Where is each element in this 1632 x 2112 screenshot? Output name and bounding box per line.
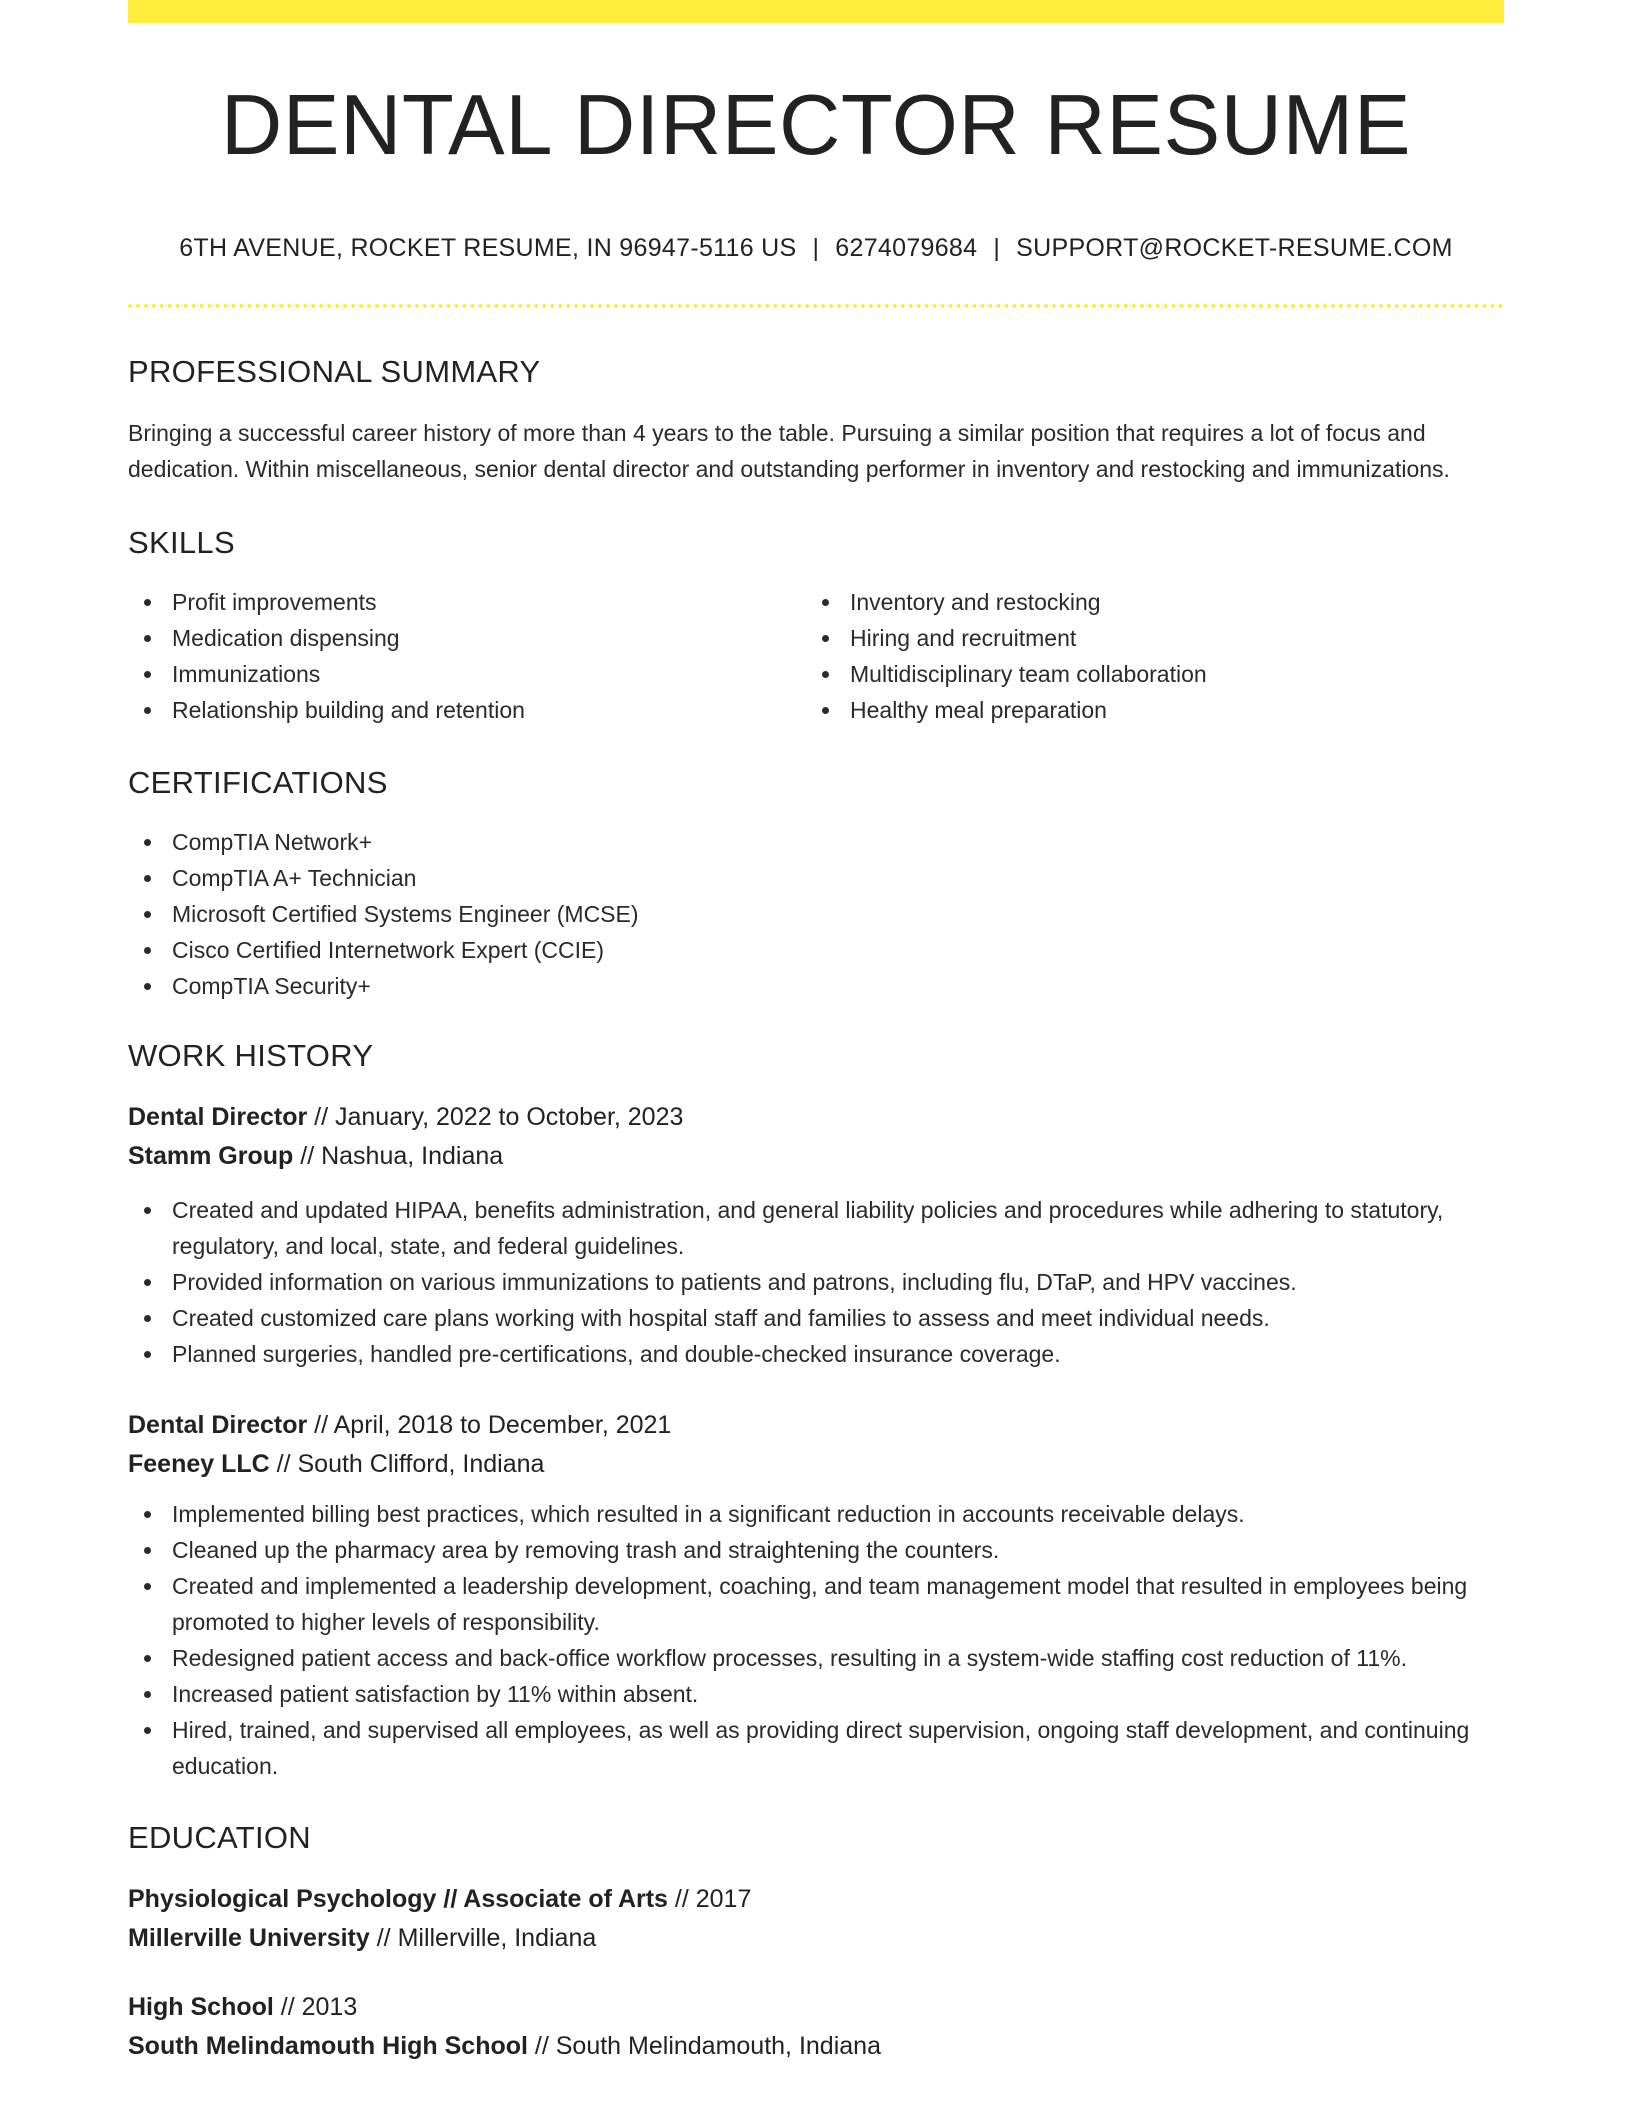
resume-page [128,0,1504,2066]
skill-item: Inventory and restocking [806,584,1484,620]
job-company: Feeney LLC [128,1450,270,1478]
education-school-line [128,2027,1504,2066]
education-entry [128,1988,1504,2066]
skills-left-list [128,584,806,728]
education-degree-line [128,1988,1504,2027]
contact-address: 6TH AVENUE, ROCKET RESUME, IN 96947-5116 US [179,234,797,262]
job-duty-item: Created customized care plans working with hospital staff and families to assess and meet individual needs. [128,1300,1504,1336]
skills-section [128,527,1504,728]
skills-right-list [806,584,1484,728]
work-history-section [128,1040,1504,1784]
job-location: // South Clifford, Indiana [269,1450,545,1478]
certification-item: CompTIA Security+ [128,968,1504,1004]
job-company: Stamm Group [128,1142,294,1170]
summary-heading: PROFESSIONAL SUMMARY [128,354,541,389]
work-history-heading: WORK HISTORY [128,1038,374,1073]
education-year: // 2013 [273,1993,358,2021]
education-school: South Melindamouth High School [128,2032,528,2060]
education-location: // South Melindamouth, Indiana [527,2032,881,2060]
summary-section [128,356,1504,487]
certification-item: Microsoft Certified Systems Engineer (MCSE) [128,896,1504,932]
job-location: // Nashua, Indiana [293,1142,504,1170]
contact-phone: 6274079684 [835,234,978,262]
education-section [128,1822,1504,2066]
skills-grid [128,584,1504,728]
summary-text: Bringing a successful career history of more than 4 years to the table. Pursuing a similar position that requires a lot of focus and dedication. Within miscellaneous, senior dental director and outstanding performer in inventory and restocking and immunizations. [128,420,1450,482]
certification-item: CompTIA A+ Technician [128,860,1504,896]
skill-item: Medication dispensing [128,620,806,656]
job-title-line [128,1098,1504,1137]
job-company-line [128,1137,1504,1176]
certification-item: Cisco Certified Internetwork Expert (CCIE) [128,932,1504,968]
job-duties-list [128,1192,1504,1372]
education-degree: High School [128,1993,274,2021]
job-dates: // January, 2022 to October, 2023 [307,1103,684,1131]
certification-item: CompTIA Network+ [128,824,1504,860]
job-role: Dental Director [128,1103,308,1131]
job-entry [128,1406,1504,1784]
skill-item: Profit improvements [128,584,806,620]
skill-item: Multidisciplinary team collaboration [806,656,1484,692]
education-school-line [128,1919,1504,1958]
job-duty-item: Created and implemented a leadership development, coaching, and team management model that resulted in employees being promoted to higher levels of responsibility. [128,1568,1504,1640]
job-duty-item: Implemented billing best practices, which resulted in a significant reduction in accounts receivable delays. [128,1496,1504,1532]
skills-heading: SKILLS [128,525,235,560]
certifications-list [128,824,1504,1004]
job-duty-item: Cleaned up the pharmacy area by removing trash and straightening the counters. [128,1532,1504,1568]
contact-email: SUPPORT@ROCKET-RESUME.COM [1016,234,1453,262]
job-entry [128,1098,1504,1372]
contact-separator: | [993,234,1001,262]
contact-line [128,236,1504,261]
job-title-line [128,1406,1504,1445]
skill-item: Immunizations [128,656,806,692]
job-duty-item: Hired, trained, and supervised all employees, as well as providing direct supervision, ongoing staff development, and continuing education. [128,1712,1504,1784]
certifications-heading: CERTIFICATIONS [128,765,388,800]
job-duty-item: Redesigned patient access and back-office workflow processes, resulting in a system-wide staffing cost reduction of 11%. [128,1640,1504,1676]
skill-item: Hiring and recruitment [806,620,1484,656]
skill-item: Healthy meal preparation [806,692,1484,728]
education-location: // Millerville, Indiana [369,1924,597,1952]
education-heading: EDUCATION [128,1820,311,1855]
job-duties-list [128,1496,1504,1784]
job-dates: // April, 2018 to December, 2021 [307,1411,672,1439]
job-duty-item: Created and updated HIPAA, benefits administration, and general liability policies and procedures while adhering to statutory, regulatory, and local, state, and federal guidelines. [128,1192,1504,1264]
skill-item: Relationship building and retention [128,692,806,728]
certifications-section [128,767,1504,1004]
education-year: // 2017 [667,1885,752,1913]
resume-title: DENTAL DIRECTOR RESUME [220,78,1412,173]
job-duty-item: Increased patient satisfaction by 11% within absent. [128,1676,1504,1712]
job-duty-item: Provided information on various immunizations to patients and patrons, including flu, DTaP, and HPV vaccines. [128,1264,1504,1300]
education-degree: Physiological Psychology // Associate of Arts [128,1885,668,1913]
education-entry [128,1880,1504,1958]
job-role: Dental Director [128,1411,308,1439]
top-accent-bar [128,0,1504,23]
education-degree-line [128,1880,1504,1919]
dotted-divider [128,304,1504,308]
contact-separator: | [812,234,820,262]
job-duty-item: Planned surgeries, handled pre-certifications, and double-checked insurance coverage. [128,1336,1504,1372]
education-school: Millerville University [128,1924,370,1952]
job-company-line [128,1445,1504,1484]
